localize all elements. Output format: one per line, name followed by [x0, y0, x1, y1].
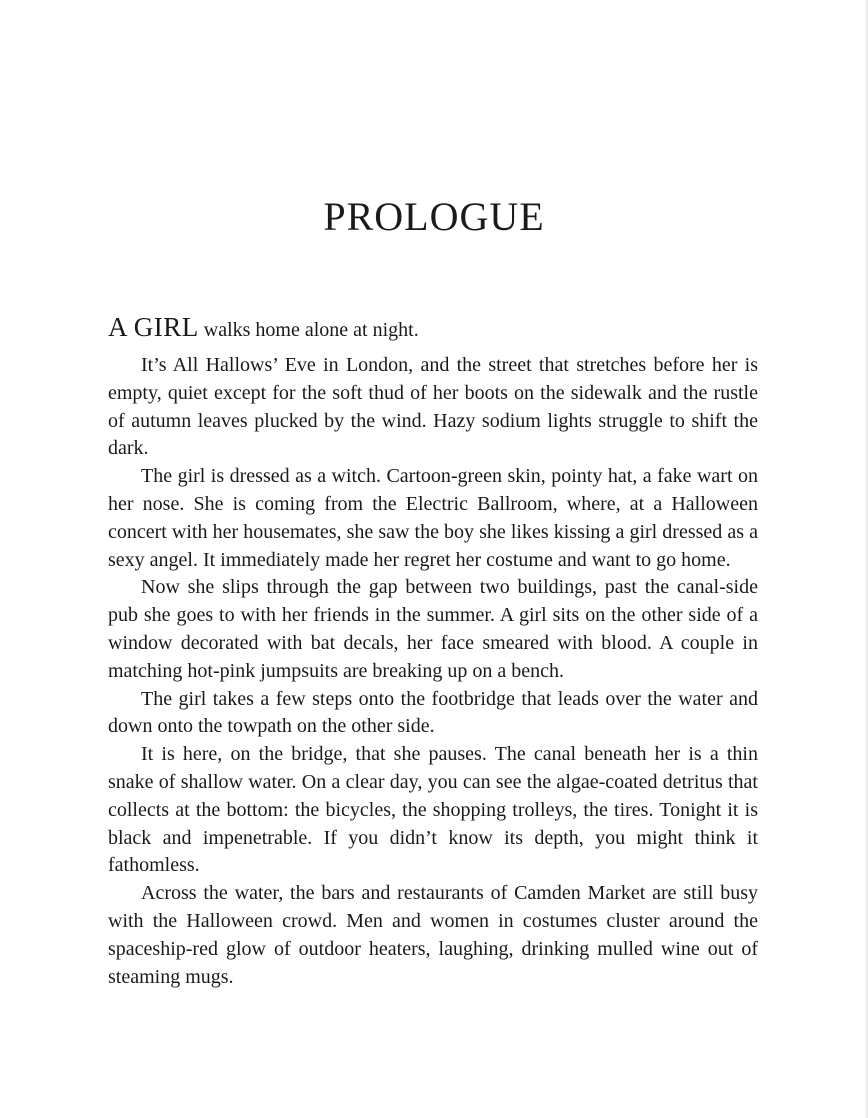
page-edge-shadow [864, 0, 868, 1118]
opening-lead-caps: A GIRL [108, 312, 199, 342]
body-text [108, 309, 758, 991]
paragraph: The girl is dressed as a witch. Cartoon-green skin, pointy hat, a fake wart on her nose. She is coming from the Electric Ballroom, where, at a Halloween concert with her housemates, she saw the boy she likes kissing a girl dressed as a sexy angel. It immediately made her regret her costume and want to go home. [108, 465, 758, 571]
paragraph: It is here, on the bridge, that she pauses. The canal beneath her is a thin snake of shallow water. On a clear day, you can see the algae-coated detritus that collects at the bottom: the bicycles, the shopping trolleys, the tires. Tonight it is black and impenetrable. If you didn’t know its depth, you might think it fathomless. [108, 743, 758, 877]
paragraph: Across the water, the bars and restaurants of Camden Market are still busy with the Halloween crowd. Men and women in costumes cluster around the spaceship-red glow of outdoor heaters, laughing, drinking mulled wine out of steaming mugs. [108, 882, 758, 988]
paragraph: The girl takes a few steps onto the footbridge that leads over the water and down onto the towpath on the other side. [108, 687, 758, 738]
paragraph: Now she slips through the gap between two buildings, past the canal-side pub she goes to with her friends in the summer. A girl sits on the other side of a window decorated with bat decals, her face smeared with blood. A couple in matching hot-pink jumpsuits are breaking up on a bench. [108, 576, 758, 682]
paragraph: It’s All Hallows’ Eve in London, and the street that stretches before her is empty, quiet except for the soft thud of her boots on the sidewalk and the rustle of autumn leaves plucked by the wind. Hazy sodium lights struggle to shift the dark. [108, 354, 758, 460]
chapter-title: PROLOGUE [323, 194, 545, 239]
opening-line [108, 309, 758, 348]
opening-line-rest: walks home alone at night. [198, 319, 419, 341]
